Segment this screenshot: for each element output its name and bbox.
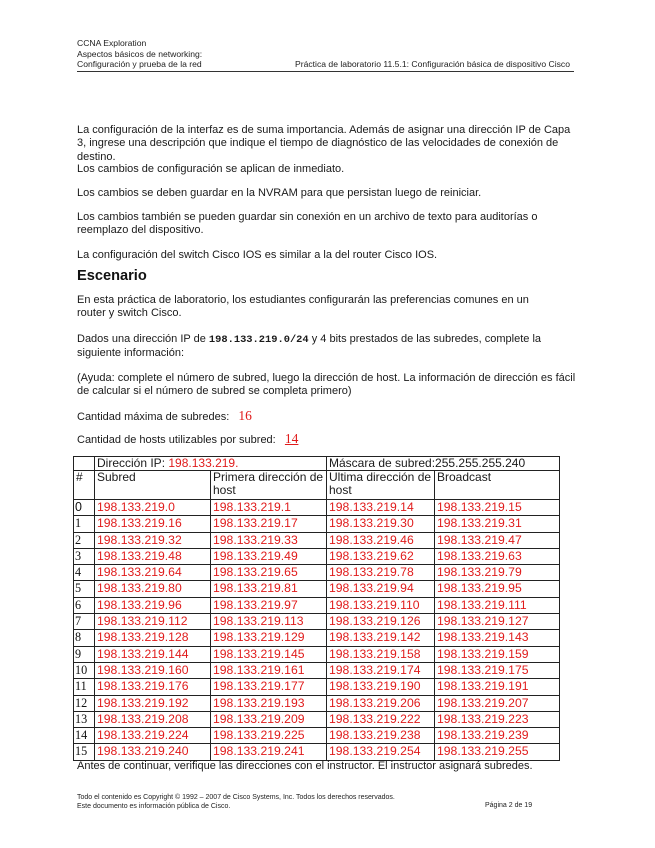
first-host-cell: 198.133.219.65: [211, 565, 327, 581]
table-row: [74, 565, 560, 581]
first-host-cell: 198.133.219.49: [211, 548, 327, 564]
broadcast-cell: 198.133.219.239: [435, 728, 560, 744]
last-host-cell: 198.133.219.94: [327, 581, 435, 597]
last-host-cell: 198.133.219.174: [327, 662, 435, 678]
last-host-cell: 198.133.219.78: [327, 565, 435, 581]
subnet-cell: 198.133.219.240: [95, 744, 211, 760]
last-host-cell: 198.133.219.238: [327, 728, 435, 744]
first-host-cell: 198.133.219.33: [211, 532, 327, 548]
broadcast-cell: 198.133.219.159: [435, 646, 560, 662]
ip-value: 198.133.219.: [168, 456, 239, 470]
header-line3: Configuración y prueba de la red: [77, 59, 202, 70]
header-lab-title: Práctica de laboratorio 11.5.1: Configuración básica de dispositivo Cisco: [295, 59, 570, 69]
scenario-hint: (Ayuda: complete el número de subred, luego la dirección de host. La información de dirección es fácil de calcular si el número de subred se completa primero): [77, 372, 576, 398]
table-row: [74, 548, 560, 564]
row-number: 3: [74, 548, 95, 564]
ip-label: Dirección IP:: [97, 456, 169, 470]
broadcast-cell: 198.133.219.191: [435, 679, 560, 695]
subnet-cell: 198.133.219.192: [95, 695, 211, 711]
subnet-cell: 198.133.219.208: [95, 711, 211, 727]
subnet-cell: 198.133.219.96: [95, 597, 211, 613]
row-number: 8: [74, 630, 95, 646]
subnet-cell: 198.133.219.224: [95, 728, 211, 744]
subnet-cell: 198.133.219.160: [95, 662, 211, 678]
table-row: [74, 679, 560, 695]
row-number: 14: [74, 728, 95, 744]
row-number: 2: [74, 532, 95, 548]
broadcast-cell: 198.133.219.207: [435, 695, 560, 711]
row-number: 7: [74, 614, 95, 630]
row-number: 13: [74, 711, 95, 727]
broadcast-cell: 198.133.219.127: [435, 614, 560, 630]
header-line1: CCNA Exploration: [77, 38, 147, 48]
subnet-cell: 198.133.219.32: [95, 532, 211, 548]
col-num: #: [74, 471, 95, 500]
broadcast-cell: 198.133.219.47: [435, 532, 560, 548]
given-suffix: y 4 bits prestados de las subredes, complete la siguiente información:: [77, 333, 542, 360]
row-number: 6: [74, 597, 95, 613]
last-host-cell: 198.133.219.142: [327, 630, 435, 646]
subnet-cell: 198.133.219.48: [95, 548, 211, 564]
row-number: 9: [74, 646, 95, 662]
scenario-given: [77, 333, 577, 361]
table-row: [74, 516, 560, 532]
subnet-cell: 198.133.219.128: [95, 630, 211, 646]
after-table-note: Antes de continuar, verifique las direcciones con el instructor. El instructor asignará subredes.: [77, 760, 533, 772]
broadcast-cell: 198.133.219.15: [435, 500, 560, 516]
subnet-cell: 198.133.219.112: [95, 614, 211, 630]
row-number: 4: [74, 565, 95, 581]
first-host-cell: 198.133.219.161: [211, 662, 327, 678]
last-host-cell: 198.133.219.158: [327, 646, 435, 662]
usable-hosts-value: 14: [284, 431, 299, 446]
last-host-cell: 198.133.219.254: [327, 744, 435, 760]
broadcast-cell: 198.133.219.111: [435, 597, 560, 613]
table-row: [74, 581, 560, 597]
broadcast-cell: 198.133.219.79: [435, 565, 560, 581]
row-number: 0: [74, 500, 95, 516]
subnet-cell: 198.133.219.16: [95, 516, 211, 532]
col-broadcast: Broadcast: [435, 471, 560, 500]
header-course: [77, 38, 202, 70]
first-host-cell: 198.133.219.1: [211, 500, 327, 516]
row-number: 1: [74, 516, 95, 532]
scenario-intro: En esta práctica de laboratorio, los estudiantes configurarán las preferencias comunes en un router y switch Cisco.: [77, 294, 529, 320]
table-row: [74, 630, 560, 646]
max-subnets-value: 16: [238, 408, 252, 423]
last-host-cell: 198.133.219.126: [327, 614, 435, 630]
first-host-cell: 198.133.219.241: [211, 744, 327, 760]
mask-cell: Máscara de subred:255.255.255.240: [327, 457, 560, 471]
first-host-cell: 198.133.219.145: [211, 646, 327, 662]
table-row: [74, 744, 560, 760]
row-number: 10: [74, 662, 95, 678]
subnet-cell: 198.133.219.64: [95, 565, 211, 581]
given-prefix: Dados una dirección IP de: [77, 333, 209, 345]
broadcast-cell: 198.133.219.223: [435, 711, 560, 727]
table-row: [74, 695, 560, 711]
first-host-cell: 198.133.219.225: [211, 728, 327, 744]
paragraph-offline-save: Los cambios también se pueden guardar sin conexión en un archivo de texto para auditorías o reemplazo del dispositivo.: [77, 211, 538, 237]
header-rule: [77, 71, 574, 72]
last-host-cell: 198.133.219.30: [327, 516, 435, 532]
last-host-cell: 198.133.219.14: [327, 500, 435, 516]
max-subnets-label: Cantidad máxima de subredes:: [77, 411, 230, 423]
broadcast-cell: 198.133.219.95: [435, 581, 560, 597]
table-header-cols: [74, 471, 560, 500]
first-host-cell: 198.133.219.81: [211, 581, 327, 597]
broadcast-cell: 198.133.219.63: [435, 548, 560, 564]
scenario-heading: Escenario: [77, 268, 147, 284]
first-host-cell: 198.133.219.177: [211, 679, 327, 695]
header-line2: Aspectos básicos de networking:: [77, 48, 203, 59]
last-host-cell: 198.133.219.46: [327, 532, 435, 548]
col-first-host: Primera dirección de host: [211, 471, 327, 500]
usable-hosts: [77, 432, 577, 447]
subnet-cell: 198.133.219.80: [95, 581, 211, 597]
paragraph-nvram: Los cambios se deben guardar en la NVRAM para que persistan luego de reiniciar.: [77, 187, 482, 199]
last-host-cell: 198.133.219.206: [327, 695, 435, 711]
last-host-cell: 198.133.219.110: [327, 597, 435, 613]
table-header-top: [74, 457, 560, 471]
paragraph-interface: La configuración de la interfaz es de suma importancia. Además de asignar una dirección IP de Capa 3, ingrese una descripción que indique el tiempo de diagnóstico de las velocidades de conexión de destino.: [77, 124, 571, 163]
footer-line1: Todo el contenido es Copyright © 1992 – 2007 de Cisco Systems, Inc. Todos los derechos reservados.: [77, 794, 395, 801]
footer-line2: Este documento es información pública de Cisco.: [77, 803, 231, 810]
broadcast-cell: 198.133.219.175: [435, 662, 560, 678]
table-row: [74, 662, 560, 678]
first-host-cell: 198.133.219.209: [211, 711, 327, 727]
table-row: [74, 728, 560, 744]
last-host-cell: 198.133.219.62: [327, 548, 435, 564]
usable-hosts-label: Cantidad de hosts utilizables por subred:: [77, 434, 276, 446]
first-host-cell: 198.133.219.97: [211, 597, 327, 613]
footer-page-number: Página 2 de 19: [485, 802, 533, 809]
table-row: [74, 614, 560, 630]
broadcast-cell: 198.133.219.255: [435, 744, 560, 760]
last-host-cell: 198.133.219.190: [327, 679, 435, 695]
table-row: [74, 711, 560, 727]
paragraph-changes-immediate: Los cambios de configuración se aplican de inmediato.: [77, 163, 345, 175]
row-number: 5: [74, 581, 95, 597]
broadcast-cell: 198.133.219.31: [435, 516, 560, 532]
footer-copyright: [77, 793, 395, 811]
subnet-cell: 198.133.219.0: [95, 500, 211, 516]
col-last-host: Ultima dirección de host: [327, 471, 435, 500]
col-subnet: Subred: [95, 471, 211, 500]
broadcast-cell: 198.133.219.143: [435, 630, 560, 646]
row-number: 15: [74, 744, 95, 760]
ip-cell: [95, 457, 327, 471]
table-row: [74, 532, 560, 548]
first-host-cell: 198.133.219.129: [211, 630, 327, 646]
row-number: 12: [74, 695, 95, 711]
table-row: [74, 500, 560, 516]
max-subnets: [77, 409, 577, 424]
given-ip: 198.133.219.0/24: [208, 334, 309, 346]
first-host-cell: 198.133.219.193: [211, 695, 327, 711]
subnet-cell: 198.133.219.176: [95, 679, 211, 695]
last-host-cell: 198.133.219.222: [327, 711, 435, 727]
first-host-cell: 198.133.219.113: [211, 614, 327, 630]
row-number: 11: [74, 679, 95, 695]
table-row: [74, 597, 560, 613]
table-row: [74, 646, 560, 662]
first-host-cell: 198.133.219.17: [211, 516, 327, 532]
subnet-cell: 198.133.219.144: [95, 646, 211, 662]
paragraph-switch-similar: La configuración del switch Cisco IOS es similar a la del router Cisco IOS.: [77, 249, 438, 261]
subnet-table: [73, 456, 560, 761]
